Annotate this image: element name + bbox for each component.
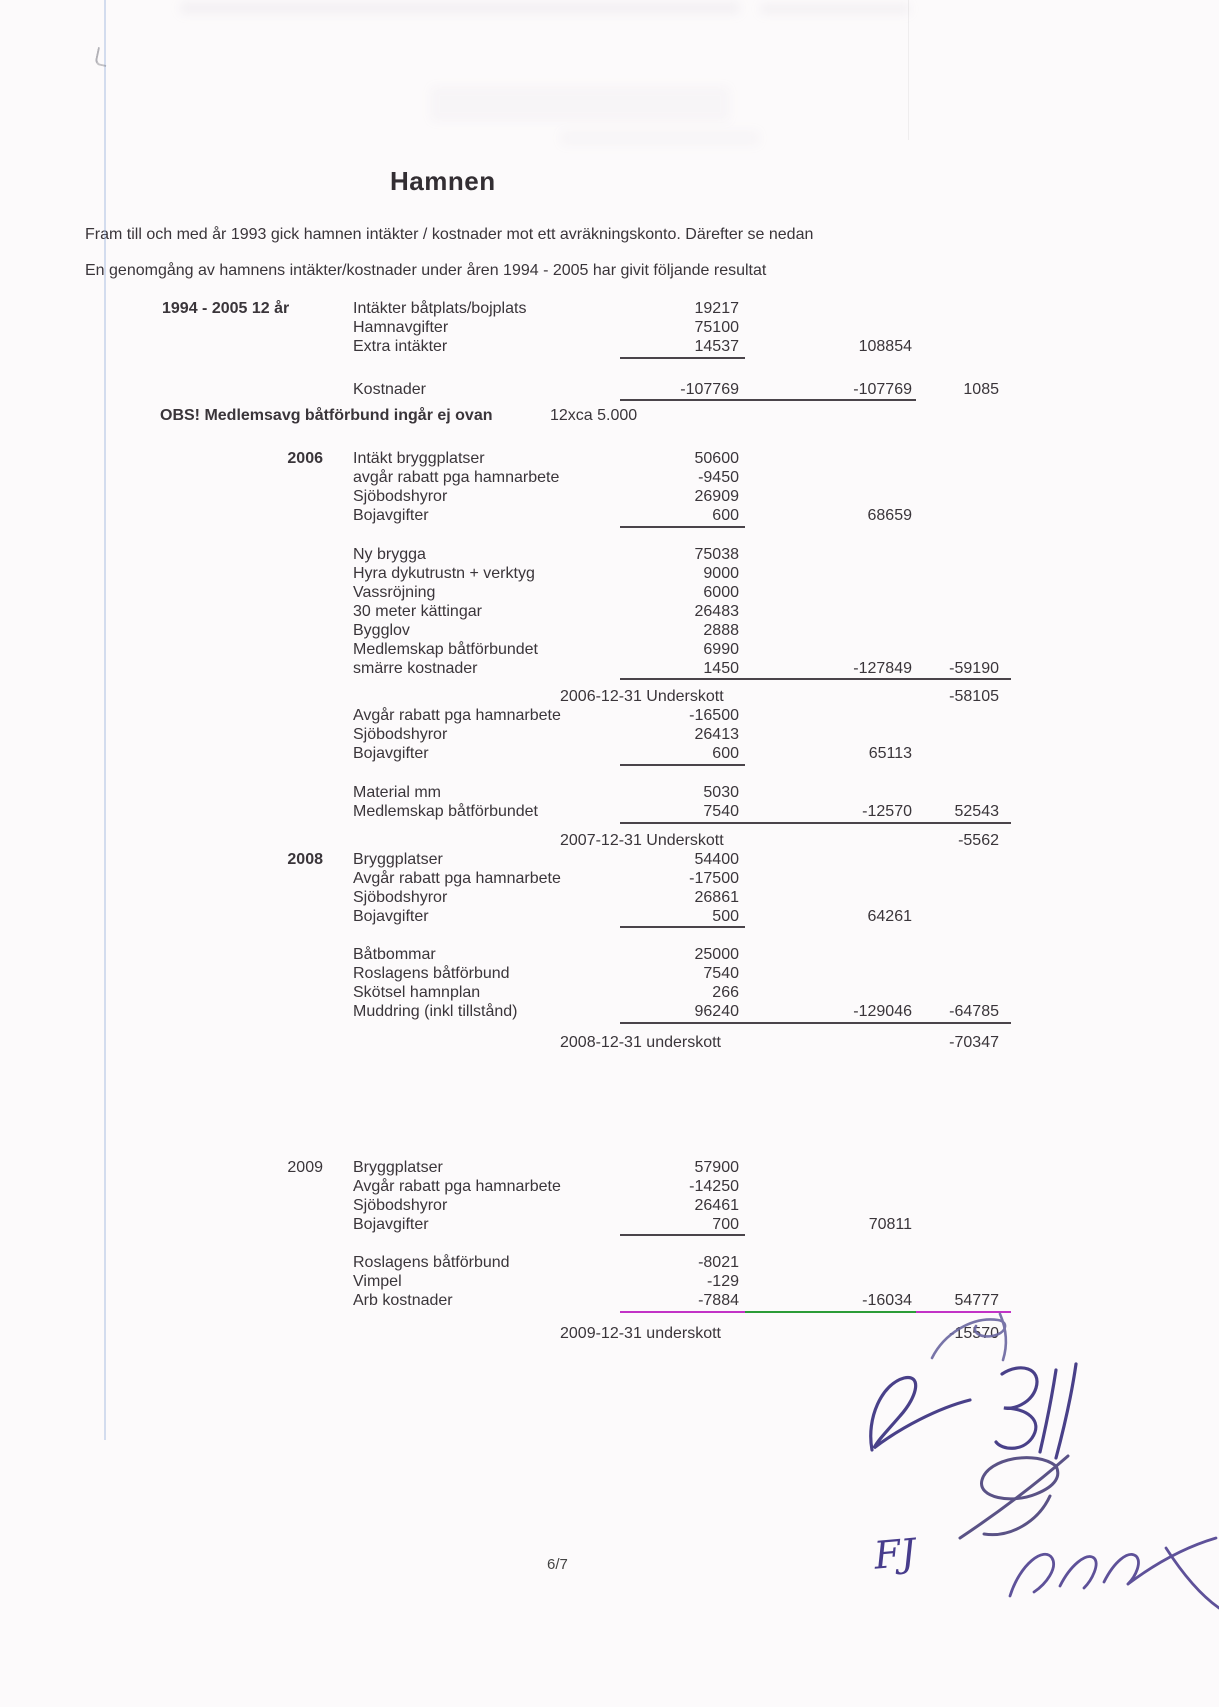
year-cell xyxy=(160,565,333,584)
handwritten-signatures-icon xyxy=(860,1300,1219,1630)
amount-col2: -12570 xyxy=(745,803,916,824)
amount-col2 xyxy=(745,546,916,565)
year-cell: 2009 xyxy=(287,1158,323,1176)
amount-col3 xyxy=(916,1254,1011,1273)
label-cell: Bryggplatser xyxy=(353,1158,443,1176)
ledger-row xyxy=(160,965,1011,984)
amount-col1: -14250 xyxy=(689,1177,739,1195)
label-cell: Hamnavgifter xyxy=(353,319,449,336)
ledger-row xyxy=(160,784,1011,803)
amount-col1: -8021 xyxy=(698,1254,739,1272)
amount-col1: 54400 xyxy=(694,850,739,868)
year-cell xyxy=(160,469,333,488)
amount-col1: 26861 xyxy=(694,888,739,906)
amount-col1: 25000 xyxy=(694,946,739,964)
amount-col1: -7884 xyxy=(620,1292,745,1313)
amount-col1: 266 xyxy=(712,984,739,1002)
amount-col2 xyxy=(745,450,916,469)
subtotal-amount: -15570 xyxy=(949,1324,999,1342)
note-label: OBS! Medlemsavg båtförbund ingår ej ovan xyxy=(160,407,493,425)
ledger-row xyxy=(160,889,1011,908)
year-cell xyxy=(160,1273,333,1292)
subtotal-label: 2007-12-31 Underskott xyxy=(560,831,724,849)
year-cell: 2006 xyxy=(287,450,323,468)
amount-col2 xyxy=(745,965,916,984)
amount-col3 xyxy=(916,784,1011,803)
amount-col1: 75038 xyxy=(694,545,739,563)
label-cell: Vimpel xyxy=(353,1273,402,1291)
amount-col3 xyxy=(916,889,1011,908)
year-cell xyxy=(160,319,333,338)
subtotal-row xyxy=(160,1034,1011,1053)
amount-col2: -107769 xyxy=(745,381,916,402)
ledger-row xyxy=(160,469,1011,488)
amount-col1: 500 xyxy=(620,908,745,929)
label-cell: Båtbommar xyxy=(353,946,436,964)
year-cell xyxy=(160,965,333,984)
year-cell xyxy=(160,908,333,929)
label-cell: Extra intäkter xyxy=(353,338,448,355)
ledger-row xyxy=(160,660,1011,681)
amount-col2: -129046 xyxy=(745,1003,916,1024)
scan-artifact xyxy=(430,86,730,122)
year-cell xyxy=(160,889,333,908)
amount-col1: 26413 xyxy=(694,726,739,744)
ledger-row xyxy=(160,946,1011,965)
ledger-row xyxy=(160,1254,1011,1273)
page-title: Hamnen xyxy=(390,166,496,196)
amount-col3 xyxy=(916,908,1011,929)
amount-col1: 50600 xyxy=(694,450,739,468)
amount-col1: -129 xyxy=(706,1273,739,1291)
amount-col2: 68659 xyxy=(867,507,912,525)
amount-col1: 700 xyxy=(620,1216,745,1237)
amount-col2: -127849 xyxy=(745,660,916,681)
amount-col3 xyxy=(916,745,1011,766)
amount-col2: 108854 xyxy=(858,338,912,355)
amount-col3 xyxy=(916,726,1011,745)
subtotal-label: 2006-12-31 Underskott xyxy=(560,688,724,706)
amount-col3 xyxy=(916,469,1011,488)
subtotal-amount: -58105 xyxy=(949,688,999,706)
year-cell xyxy=(160,507,333,528)
year-cell xyxy=(160,707,333,726)
amount-col1: 600 xyxy=(620,507,745,528)
amount-col3 xyxy=(916,946,1011,965)
year-cell xyxy=(160,1216,333,1237)
amount-col1: -17500 xyxy=(689,869,739,887)
scan-artifact xyxy=(760,4,910,14)
ledger-row xyxy=(160,1003,1011,1024)
amount-col1: -9450 xyxy=(698,469,739,487)
amount-col2: 64261 xyxy=(867,907,912,925)
intro-paragraph-2: En genomgång av hamnens intäkter/kostnader under åren 1994 - 2005 har givit följande resultat xyxy=(85,262,767,279)
amount-col3 xyxy=(916,546,1011,565)
scan-artifact xyxy=(94,47,109,67)
ledger-row xyxy=(160,507,1011,528)
amount-col1: 2888 xyxy=(703,621,739,639)
label-cell: Bojavgifter xyxy=(353,1215,429,1233)
ledger-row xyxy=(160,1197,1011,1216)
label-cell: Skötsel hamnplan xyxy=(353,984,481,1002)
amount-col2 xyxy=(745,707,916,726)
amount-col3 xyxy=(916,565,1011,584)
subtotal-amount: -5562 xyxy=(958,831,999,849)
amount-col1: 5030 xyxy=(703,783,739,801)
intro-paragraph-1: Fram till och med år 1993 gick hamnen intäkter / kostnader mot ett avräkningskonto. Därefter se nedan xyxy=(85,226,814,243)
label-cell: Muddring (inkl tillstånd) xyxy=(353,1003,518,1021)
amount-col2: -16034 xyxy=(745,1292,916,1313)
amount-col1: 9000 xyxy=(703,564,739,582)
amount-col1: -16500 xyxy=(689,707,739,725)
year-cell xyxy=(160,603,333,622)
amount-col1: 1450 xyxy=(620,660,745,681)
amount-col3: 1085 xyxy=(963,380,999,398)
year-cell xyxy=(160,1292,333,1313)
ledger-row xyxy=(160,803,1011,824)
ledger-row xyxy=(160,603,1011,622)
label-cell: Sjöbodshyror xyxy=(353,1196,448,1214)
label-cell: Bygglov xyxy=(353,621,410,639)
amount-col2: 65113 xyxy=(868,745,912,763)
label-cell: Bojavgifter xyxy=(353,507,429,525)
amount-col3 xyxy=(916,338,1011,359)
scan-artifact xyxy=(180,2,740,14)
ledger-row xyxy=(160,450,1011,469)
label-cell: Hyra dykutrustn + verktyg xyxy=(353,564,535,582)
amount-col2 xyxy=(745,641,916,660)
amount-col3 xyxy=(916,707,1011,726)
ledger-row xyxy=(160,1159,1011,1178)
amount-col3 xyxy=(916,1159,1011,1178)
amount-col1: 7540 xyxy=(620,803,745,824)
year-cell xyxy=(160,488,333,507)
amount-col1: 26909 xyxy=(694,488,739,506)
year-cell: 1994 - 2005 12 år xyxy=(162,300,290,317)
label-cell: Roslagens båtförbund xyxy=(353,965,510,983)
label-cell: Bojavgifter xyxy=(353,745,429,763)
amount-col2 xyxy=(745,726,916,745)
subtotal-label: 2009-12-31 underskott xyxy=(560,1324,721,1342)
amount-col2 xyxy=(745,469,916,488)
ledger-row xyxy=(160,319,1011,338)
amount-col2 xyxy=(745,851,916,870)
year-cell xyxy=(160,946,333,965)
year-cell xyxy=(160,1003,333,1024)
note-value: 12xca 5.000 xyxy=(550,407,638,425)
year-cell xyxy=(160,1254,333,1273)
scan-artifact xyxy=(560,130,760,146)
amount-col2 xyxy=(745,1178,916,1197)
ledger xyxy=(160,300,1011,1344)
amount-col1: 96240 xyxy=(620,1003,745,1024)
amount-col2 xyxy=(745,1197,916,1216)
label-cell: Bojavgifter xyxy=(353,907,429,925)
amount-col2 xyxy=(745,870,916,889)
year-cell xyxy=(160,1178,333,1197)
amount-col3 xyxy=(916,603,1011,622)
page-number: 6/7 xyxy=(547,1556,568,1573)
ledger-row xyxy=(160,851,1011,870)
label-cell: smärre kostnader xyxy=(353,659,478,677)
label-cell: Avgår rabatt pga hamnarbete xyxy=(353,869,561,887)
label-cell: Vassröjning xyxy=(353,583,436,601)
amount-col1: 600 xyxy=(620,745,745,766)
label-cell: Avgår rabatt pga hamnarbete xyxy=(353,1177,561,1195)
year-cell xyxy=(160,641,333,660)
amount-col3 xyxy=(916,1216,1011,1237)
amount-col3 xyxy=(916,1197,1011,1216)
amount-col3 xyxy=(916,300,1011,319)
ledger-row xyxy=(160,726,1011,745)
amount-col3: -64785 xyxy=(916,1003,1011,1024)
amount-col2 xyxy=(745,300,916,319)
amount-col1: -107769 xyxy=(620,381,745,402)
label-cell: Bryggplatser xyxy=(353,850,443,868)
amount-col1: 57900 xyxy=(694,1158,739,1176)
signature-initials: FJ xyxy=(872,1530,918,1578)
amount-col1: 6000 xyxy=(703,583,739,601)
label-cell: Sjöbodshyror xyxy=(353,726,448,744)
amount-col3 xyxy=(916,641,1011,660)
amount-col1: 26483 xyxy=(694,602,739,620)
label-cell: Avgår rabatt pga hamnarbete xyxy=(353,707,561,725)
ledger-row xyxy=(160,984,1011,1003)
amount-col2 xyxy=(745,1254,916,1273)
ledger-row xyxy=(160,381,1011,402)
amount-col3 xyxy=(916,965,1011,984)
amount-col2 xyxy=(745,488,916,507)
label-cell: Medlemskap båtförbundet xyxy=(353,802,538,820)
amount-col2 xyxy=(745,319,916,338)
amount-col3: -59190 xyxy=(916,660,1011,681)
ledger-row xyxy=(160,870,1011,889)
ledger-row xyxy=(160,584,1011,603)
subtotal-row xyxy=(160,688,1011,707)
amount-col3: 52543 xyxy=(916,803,1011,824)
year-cell xyxy=(160,660,333,681)
ledger-row xyxy=(160,565,1011,584)
scan-artifact xyxy=(908,0,909,140)
amount-col1: 26461 xyxy=(694,1196,739,1214)
amount-col2 xyxy=(745,946,916,965)
year-cell xyxy=(160,338,333,359)
ledger-row xyxy=(160,300,1011,319)
year-cell xyxy=(160,584,333,603)
amount-col3 xyxy=(916,584,1011,603)
amount-col2 xyxy=(745,1273,916,1292)
ledger-row xyxy=(160,745,1011,766)
ledger-row xyxy=(160,338,1011,359)
year-cell xyxy=(160,984,333,1003)
amount-col2: 70811 xyxy=(868,1215,912,1233)
amount-col1: 75100 xyxy=(694,319,739,336)
note-row xyxy=(160,407,1011,426)
year-cell xyxy=(160,381,333,402)
year-cell xyxy=(160,1197,333,1216)
year-cell xyxy=(160,622,333,641)
ledger-row xyxy=(160,488,1011,507)
amount-col3 xyxy=(916,319,1011,338)
amount-col3 xyxy=(916,488,1011,507)
label-cell: Sjöbodshyror xyxy=(353,488,448,506)
amount-col2 xyxy=(745,889,916,908)
amount-col3 xyxy=(916,984,1011,1003)
year-cell xyxy=(160,745,333,766)
year-cell xyxy=(160,726,333,745)
amount-col3: 54777 xyxy=(916,1292,1011,1313)
label-cell: 30 meter kättingar xyxy=(353,602,482,620)
label-cell: avgår rabatt pga hamnarbete xyxy=(353,469,560,487)
label-cell: Material mm xyxy=(353,783,442,801)
amount-col2 xyxy=(745,622,916,641)
amount-col1: 19217 xyxy=(694,300,739,317)
year-cell xyxy=(160,870,333,889)
label-cell: Ny brygga xyxy=(353,545,426,563)
amount-col2 xyxy=(745,984,916,1003)
label-cell: Medlemskap båtförbundet xyxy=(353,640,538,658)
label-cell: Sjöbodshyror xyxy=(353,888,448,906)
ledger-row xyxy=(160,1273,1011,1292)
amount-col2 xyxy=(745,1159,916,1178)
ledger-row xyxy=(160,1216,1011,1237)
subtotal-amount: -70347 xyxy=(949,1033,999,1051)
amount-col3 xyxy=(916,1273,1011,1292)
amount-col1: 6990 xyxy=(703,640,739,658)
label-cell: Kostnader xyxy=(353,380,426,398)
amount-col3 xyxy=(916,622,1011,641)
amount-col1: 14537 xyxy=(620,338,745,359)
amount-col3 xyxy=(916,507,1011,528)
amount-col2 xyxy=(745,565,916,584)
year-cell xyxy=(160,784,333,803)
ledger-row xyxy=(160,546,1011,565)
year-cell: 2008 xyxy=(287,850,323,868)
amount-col2 xyxy=(745,584,916,603)
amount-col2 xyxy=(745,784,916,803)
amount-col3 xyxy=(916,851,1011,870)
label-cell: Intäkt bryggplatser xyxy=(353,450,485,468)
label-cell: Arb kostnader xyxy=(353,1292,453,1310)
amount-col1: 7540 xyxy=(703,965,739,983)
amount-col2 xyxy=(745,603,916,622)
subtotal-label: 2008-12-31 underskott xyxy=(560,1033,721,1051)
signature-block xyxy=(860,1300,1219,1630)
year-cell xyxy=(160,803,333,824)
amount-col3 xyxy=(916,1178,1011,1197)
year-cell xyxy=(160,546,333,565)
amount-col3 xyxy=(916,870,1011,889)
subtotal-row xyxy=(160,832,1011,851)
ledger-row xyxy=(160,1178,1011,1197)
label-cell: Intäkter båtplats/bojplats xyxy=(353,300,527,317)
amount-col3 xyxy=(916,450,1011,469)
ledger-row xyxy=(160,622,1011,641)
label-cell: Roslagens båtförbund xyxy=(353,1254,510,1272)
ledger-row xyxy=(160,908,1011,929)
ledger-row xyxy=(160,707,1011,726)
ledger-row xyxy=(160,641,1011,660)
scan-edge-line xyxy=(104,0,106,1440)
